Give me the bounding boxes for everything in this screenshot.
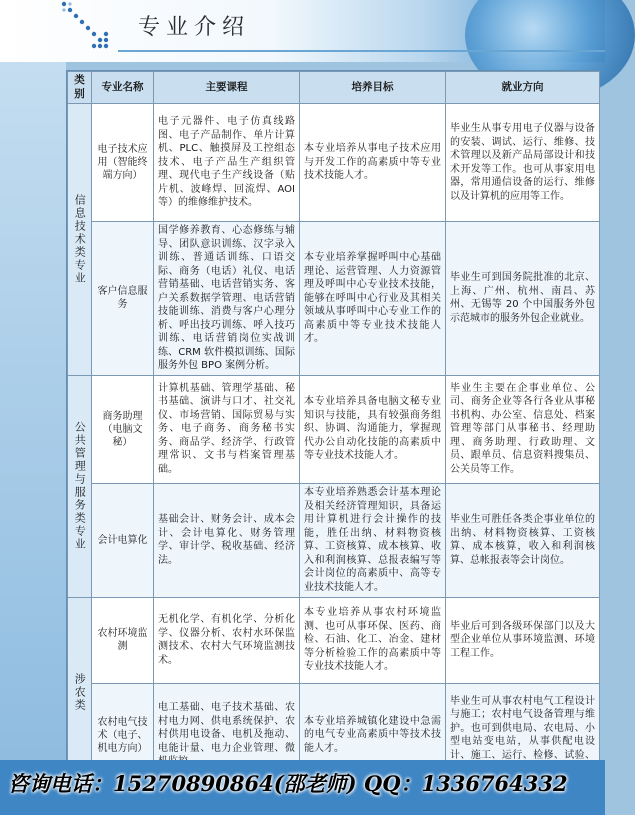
column-header-courses: 主要课程 xyxy=(154,72,300,104)
diagonal-arrow-icon xyxy=(58,0,114,52)
majors-table-panel xyxy=(66,70,598,760)
column-header-category: 类别 xyxy=(68,72,92,104)
category-cell: 公共管理与服务类专业 xyxy=(68,375,92,597)
table-row xyxy=(68,375,600,483)
table-row xyxy=(68,597,600,683)
column-header-career: 就业方向 xyxy=(446,72,600,104)
career-cell: 毕业生可胜任各类企事业单位的出纳、材料物资核算、工资核算、成本核算，收入和利润核算、总帐报表等会计岗位。 xyxy=(446,483,600,597)
table-row xyxy=(68,483,600,597)
column-header-goal: 培养目标 xyxy=(300,72,446,104)
courses-cell: 电子元器件、电子仿真线路图、电子产品制作、单片计算机、PLC、触摸屏及工控组态技术、电子产品生产组织管理、现代电子生产线设备（贴片机、波峰焊、回流焊、AOI等）的维修维护技术。 xyxy=(154,104,300,222)
major-name: 客户信息服务 xyxy=(92,222,154,376)
courses-cell: 基础会计、财务会计、成本会计、会计电算化、财务管理学、审计学、税收基础、经济法。 xyxy=(154,483,300,597)
category-cell: 信息技术类专业 xyxy=(68,104,92,376)
contact-banner xyxy=(0,760,605,815)
contact-phone-text: 咨询电话：15270890864(邵老师) QQ：1336764332 xyxy=(8,771,568,796)
side-strip xyxy=(0,62,66,760)
courses-cell: 电工基础、电子技术基础、农村电力网、供电系统保护、农村供用电设备、电机及拖动、电能计量、电力企业管理、微 xyxy=(154,683,300,787)
goal-cell: 本专业培养从事电子技术应用与开发工作的高素质中等专业技术技能人才。 xyxy=(300,104,446,222)
page-title: 专业介绍 xyxy=(138,15,251,40)
header-divider xyxy=(118,50,605,52)
courses-cell: 计算机基础、管理学基础、秘书基础、演讲与口才、社交礼仪、市场营销、国际贸易与实务、电子商务、商务秘书实务、商品学、经济学、行政管理常识、文书与档案管理基础。 xyxy=(154,375,300,483)
table-header-row xyxy=(68,72,600,104)
goal-cell: 本专业培养具备电脑文秘专业知识与技能，具有较强商务组织、协调、沟通能力，掌握现代办公自动化技能的高素质中等专业技术技能人才。 xyxy=(300,375,446,483)
major-name: 农村环境监测 xyxy=(92,597,154,683)
goal-cell: 本专业培养城镇化建设中急需的电气专业高素质中等技术技能人才。 xyxy=(300,683,446,787)
column-header-major: 专业名称 xyxy=(92,72,154,104)
category-cell: 涉农类 xyxy=(68,597,92,787)
career-cell: 毕业生可到国务院批准的北京、上海、广州、杭州、南昌、苏州、无锡等 20 个中国服务外包示范城市的服务外包企业就业。 xyxy=(446,222,600,376)
goal-cell: 本专业培养掌握呼叫中心基础理论、运营管理、人力资源管理及呼叫中心专业技术技能，能够在呼叫中心行业及其相关领域从事呼叫中心专业工作的高素质中等专业技术技能人才。 xyxy=(300,222,446,376)
table-row xyxy=(68,104,600,222)
majors-table xyxy=(67,71,600,788)
major-name: 商务助理（电脑文秘） xyxy=(92,375,154,483)
major-name: 电子技术应用（智能终端方向） xyxy=(92,104,154,222)
career-cell: 毕业生从事专用电子仪器与设备的安装、调试、运行、维修、技术管理以及新产品局部设计和技术开发等工作。也可从事家用电器，常用通信设备的运行、维修以及计算机的应用等工作。 xyxy=(446,104,600,222)
career-cell: 毕业生主要在企事业单位、公司、商务企业等各行各业从事秘书机构、办公室、信息处、档案管理等部门从事秘书、经理助理、商务助理、行政助理、文员、跟单员、信息资料搜集员、公关员等工作。 xyxy=(446,375,600,483)
goal-cell: 本专业培养熟悉会计基本理论及相关经济管理知识，具备运用计算机进行会计操作的技能，胜任出纳、材料物资核算、工资核算、成本核算、收入和利润核算、总报表编写等会计岗位的高素质中、高等专业技术技能人才。 xyxy=(300,483,446,597)
page-header xyxy=(0,0,605,62)
career-cell: 毕业后可到各级环保部门以及大型企业单位从事环境监测、环境工程工作。 xyxy=(446,597,600,683)
courses-cell: 无机化学、有机化学、分析化学、仪器分析、农村水环保监测技术、农村大气环境监测技术。 xyxy=(154,597,300,683)
major-name: 农村电气技术（电子、机电方向） xyxy=(92,683,154,787)
major-name: 会计电算化 xyxy=(92,483,154,597)
courses-cell: 国学修养教育、心态修练与辅导、团队意识训练、汉字录入训练、普通话训练、口语交际、商务（电话）礼仪、电话营销基础、电话营销实务、客户关系数据学管理、电话营销技能训练、消费与客户心理分析、呼出技巧训练、呼入技巧训练、电话营销岗位实战训练、CRM 软件模拟训练、国际服务外包 BPO 案例分析。 xyxy=(154,222,300,376)
goal-cell: 本专业培养从事农村环境监测、也可从事环保、医药、商检、石油、化工、冶金、建材等分析检验工作的高素质中等专业技术技能人才。 xyxy=(300,597,446,683)
table-row xyxy=(68,222,600,376)
career-cell: 毕业生可从事农村电气工程设计与施工；农村电气设备管理与维护。也可到供电局、农电局、小型电站变电站，从事供配电设计、施工、运行、检修、试验、 xyxy=(446,683,600,787)
